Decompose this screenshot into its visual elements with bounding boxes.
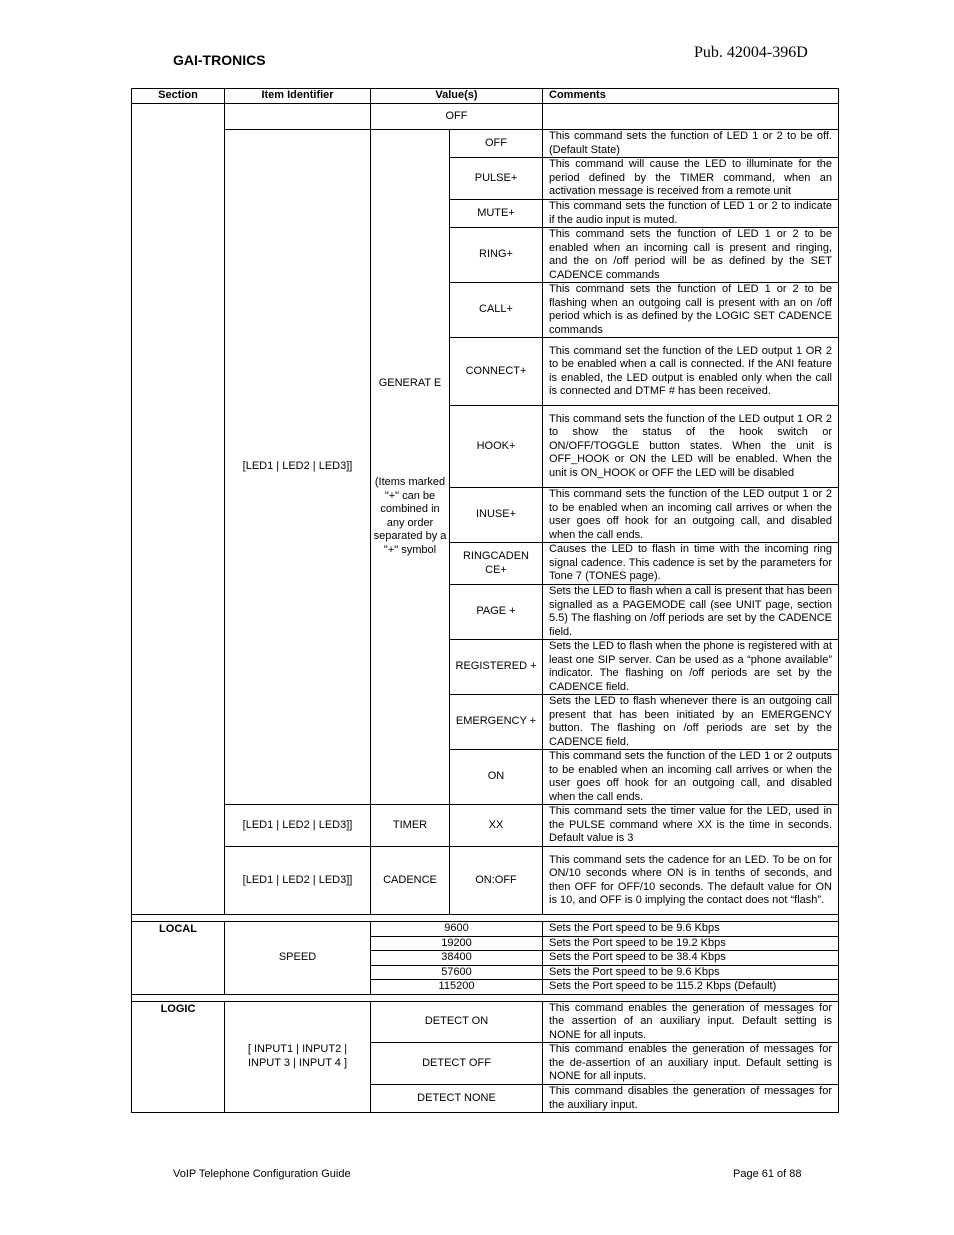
value-cell: 57600: [371, 965, 543, 980]
footer-title: VoIP Telephone Configuration Guide: [173, 1168, 351, 1180]
comment-cell: This command sets the function of LED 1 or 2 to indicate if the audio input is muted.: [543, 200, 839, 228]
section-local: LOCAL: [132, 922, 225, 995]
value-cell: OFF: [371, 104, 543, 130]
table-row: [132, 922, 839, 937]
comment-cell: This command disables the generation of messages for the auxiliary input.: [543, 1085, 839, 1113]
comment-cell: Sets the LED to flash when a call is present that has been signalled as a PAGEMODE call (see UNIT page, section 5.5) The flashing on /off periods are set by the CADENCE field.: [543, 585, 839, 640]
comment-cell: This command sets the function of the LED output 1 or 2 to be enabled when an incoming call arrives or when the user goes off hook for an outgoing call, and disabled when the call ends.: [543, 488, 839, 543]
value-cell: PAGE +: [450, 585, 543, 640]
comment-cell-empty: [543, 104, 839, 130]
comment-cell: This command sets the timer value for the LED, used in the PULSE command where XX is the time in seconds. Default value is 3: [543, 805, 839, 847]
section-logic: LOGIC: [132, 1001, 225, 1113]
value-cell: OFF: [450, 130, 543, 158]
spacer-row: [132, 994, 839, 1001]
value-cell: HOOK+: [450, 406, 543, 488]
value-cell: CALL+: [450, 283, 543, 338]
table-row: [132, 805, 839, 847]
comment-cell: Sets the LED to flash whenever there is an outgoing call present that has been initiated by an EMERGENCY button. The flashing on /off periods are set by the CADENCE field.: [543, 695, 839, 750]
col-section: Section: [132, 89, 225, 104]
comment-cell: This command set the function of the LED output 1 OR 2 to be enabled when a call is connected. If the ANI feature is enabled, the LED output is enabled only when the call is connected and DTMF # has been received.: [543, 338, 839, 406]
value-cell: CONNECT+: [450, 338, 543, 406]
comment-cell: Sets the Port speed to be 38.4 Kbps: [543, 951, 839, 966]
comment-cell: Sets the LED to flash when the phone is registered with at least one SIP server. Can be used as a “phone available” indicator. The flashing on /off periods are set by the CADENCE field.: [543, 640, 839, 695]
page-number: Page 61 of 88: [733, 1168, 802, 1180]
value-cell: XX: [450, 805, 543, 847]
col-item-identifier: Item Identifier: [225, 89, 371, 104]
value-cell: ON:OFF: [450, 847, 543, 915]
value-cell: RINGCADEN CE+: [450, 543, 543, 585]
value-cell: DETECT ON: [371, 1001, 543, 1043]
input-item-identifier: [ INPUT1 | INPUT2 | INPUT 3 | INPUT 4 ]: [225, 1001, 371, 1113]
value-cell: REGISTERED +: [450, 640, 543, 695]
value-cell: EMERGENCY +: [450, 695, 543, 750]
value-cell: 9600: [371, 922, 543, 937]
cadence-param: CADENCE: [371, 847, 450, 915]
value-cell: 38400: [371, 951, 543, 966]
table-header-row: [132, 89, 839, 104]
combine-note: (Items marked "+" can be combined in any order separated by a "+" symbol: [373, 476, 447, 556]
item-cell-empty: [225, 104, 371, 130]
comment-cell: This command sets the function of LED 1 or 2 to be flashing when an outgoing call is present with an on /off period which is as defined by the LOGIC SET CADENCE commands: [543, 283, 839, 338]
table-row: [132, 130, 839, 158]
comment-cell: Sets the Port speed to be 9.6 Kbps: [543, 922, 839, 937]
value-cell: ON: [450, 750, 543, 805]
col-values: Value(s): [371, 89, 543, 104]
timer-param: TIMER: [371, 805, 450, 847]
value-cell: RING+: [450, 228, 543, 283]
company-name: GAI-TRONICS: [173, 52, 266, 68]
speed-item-identifier: SPEED: [225, 922, 371, 995]
led-item-identifier: [LED1 | LED2 | LED3]]: [225, 130, 371, 805]
comment-cell: Sets the Port speed to be 9.6 Kbps: [543, 965, 839, 980]
comment-cell: Sets the Port speed to be 115.2 Kbps (Default): [543, 980, 839, 995]
comment-cell: This command enables the generation of messages for the assertion of an auxiliary input. Default setting is NONE for all inputs.: [543, 1001, 839, 1043]
timer-item-identifier: [LED1 | LED2 | LED3]]: [225, 805, 371, 847]
spacer-row: [132, 915, 839, 922]
comment-cell: Sets the Port speed to be 19.2 Kbps: [543, 936, 839, 951]
comment-cell: This command sets the function of the LED output 1 OR 2 to show the status of the hook switch or ON/OFF/TOGGLE button states. When the unit is OFF_HOOK or ON the LED will be enabled. When the unit is ON_HOOK or OFF the LED will be disabled: [543, 406, 839, 488]
value-cell: PULSE+: [450, 158, 543, 200]
generate-label: GENERAT E: [378, 376, 442, 389]
table-row: [132, 847, 839, 915]
comment-cell: Causes the LED to flash in time with the incoming ring signal cadence. This cadence is set by the parameters for Tone 7 (TONES page).: [543, 543, 839, 585]
config-table: [131, 88, 839, 1113]
value-cell: 19200: [371, 936, 543, 951]
value-cell: DETECT OFF: [371, 1043, 543, 1085]
comment-cell: This command sets the function of the LED 1 or 2 outputs to be enabled when an incoming call arrives or when the user goes off hook for an outgoing call, and disabled when the call ends.: [543, 750, 839, 805]
comment-cell: This command enables the generation of messages for the de-assertion of an auxiliary input. Default setting is NONE for all inputs.: [543, 1043, 839, 1085]
value-cell: DETECT NONE: [371, 1085, 543, 1113]
publication-number: Pub. 42004-396D: [694, 44, 808, 61]
generate-cell: [371, 130, 450, 805]
comment-cell: This command will cause the LED to illuminate for the period defined by the TIMER command, when an activation message is received from a remote unit: [543, 158, 839, 200]
comment-cell: This command sets the function of LED 1 or 2 to be enabled when an incoming call is present and ringing, and the on /off period will be as defined by the SET CADENCE commands: [543, 228, 839, 283]
section-cell-empty: [132, 104, 225, 915]
cadence-item-identifier: [LED1 | LED2 | LED3]]: [225, 847, 371, 915]
comment-cell: This command sets the function of LED 1 or 2 to be off. (Default State): [543, 130, 839, 158]
value-cell: MUTE+: [450, 200, 543, 228]
table-row: [132, 104, 839, 130]
value-cell: 115200: [371, 980, 543, 995]
col-comments: Comments: [543, 89, 839, 104]
comment-cell: This command sets the cadence for an LED. To be on for ON/10 seconds where ON is in tenths of seconds, and then OFF for OFF/10 seconds. The default value for ON is 10, and OFF is 0 implying the contact does not “flash”.: [543, 847, 839, 915]
table-row: [132, 1001, 839, 1043]
value-cell: INUSE+: [450, 488, 543, 543]
